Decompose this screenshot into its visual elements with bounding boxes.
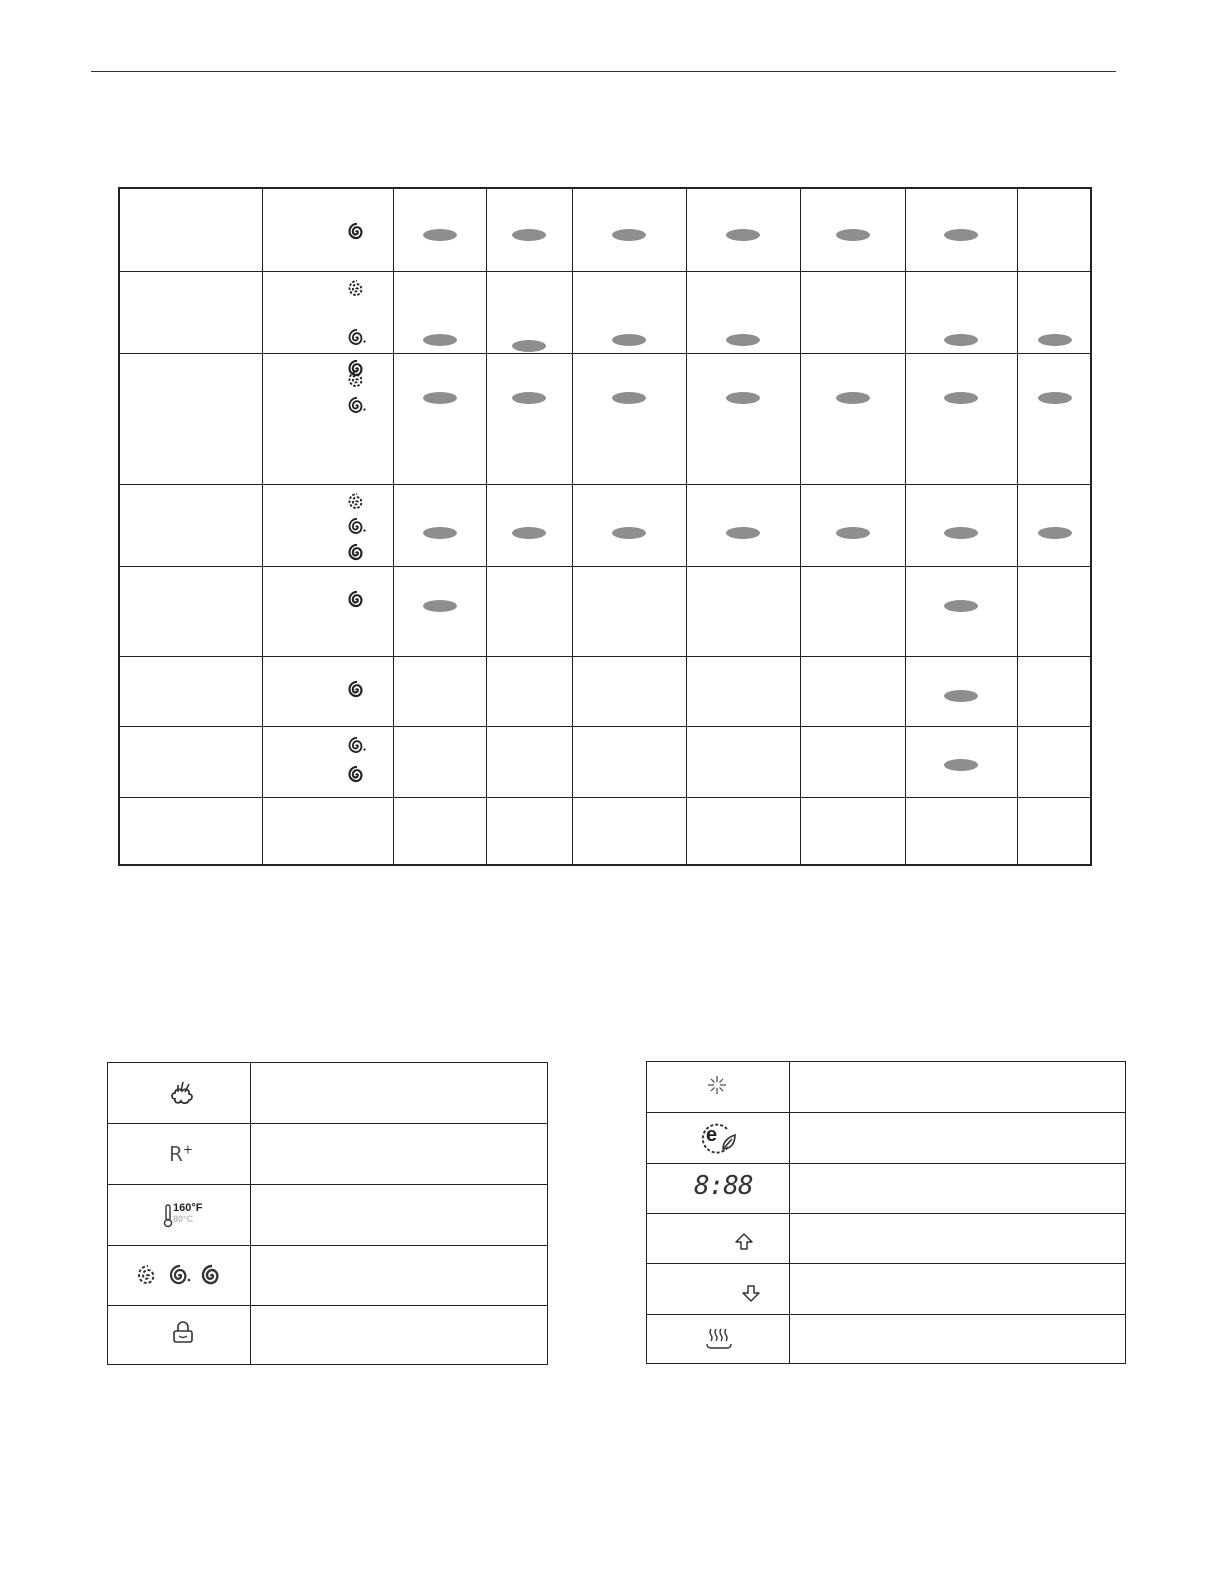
option-indicator [612, 392, 646, 404]
full-swirl-icon [347, 544, 367, 564]
digital-display-icon: 8:88 [694, 1171, 753, 1201]
full-swirl-icon [347, 681, 367, 701]
table-column-divider [486, 189, 487, 864]
option-indicator [836, 527, 870, 539]
option-indicator [726, 527, 760, 539]
steam-icon [168, 1079, 196, 1109]
option-indicator [423, 229, 457, 241]
option-indicator [512, 229, 546, 241]
table-column-divider [905, 189, 906, 864]
option-indicator [944, 392, 978, 404]
option-indicator [512, 392, 546, 404]
child-lock-icon [172, 1321, 194, 1345]
option-indicator [944, 229, 978, 241]
table-row-divider [120, 484, 1090, 485]
option-indicator [836, 229, 870, 241]
table-row-divider [120, 566, 1090, 567]
half-swirl-icon [347, 518, 367, 538]
option-indicator [512, 527, 546, 539]
table-row-divider [120, 726, 1090, 727]
table-row-divider [120, 656, 1090, 657]
legend-table-right [646, 1061, 1126, 1364]
legend-table-left [107, 1062, 548, 1365]
option-indicator [1038, 334, 1072, 346]
option-indicator [612, 229, 646, 241]
option-indicator [836, 392, 870, 404]
option-indicator [1038, 527, 1072, 539]
half-swirl-icon [347, 329, 367, 349]
option-indicator [944, 759, 978, 771]
full-swirl-icon [347, 223, 367, 243]
table-column-divider [572, 189, 573, 864]
up-arrow-icon [734, 1232, 754, 1252]
table-column-divider [262, 189, 263, 864]
eco-icon: e [697, 1121, 737, 1155]
table-row-divider [120, 353, 1090, 354]
option-indicator [423, 334, 457, 346]
heated-dry-icon [705, 1325, 733, 1351]
option-indicator [423, 392, 457, 404]
option-indicator [944, 334, 978, 346]
down-arrow-icon [741, 1283, 761, 1303]
sparkle-icon [706, 1074, 728, 1096]
dashed-swirl-icon [347, 493, 367, 513]
option-indicator [944, 690, 978, 702]
cycle-options-table [118, 187, 1092, 866]
option-indicator [512, 340, 546, 352]
header-rule [91, 71, 1116, 72]
table-column-divider [686, 189, 687, 864]
option-indicator [726, 229, 760, 241]
half-swirl-icon [347, 397, 367, 417]
table-row-divider [120, 797, 1090, 798]
sanitize-temperature-icon: 160°F 80°C [163, 1202, 223, 1228]
table-column-divider [1017, 189, 1018, 864]
full-swirl-icon [347, 766, 367, 786]
table-column-divider [393, 189, 394, 864]
option-indicator [1038, 392, 1072, 404]
option-indicator [612, 334, 646, 346]
table-column-divider [800, 189, 801, 864]
half-swirl-icon [347, 737, 367, 757]
option-indicator [423, 600, 457, 612]
option-indicator [944, 527, 978, 539]
option-indicator [944, 600, 978, 612]
option-indicator [726, 334, 760, 346]
dashed-swirl-icon [347, 371, 367, 391]
dashed-swirl-icon [347, 280, 367, 300]
table-row-divider [120, 271, 1090, 272]
rinse-plus-icon: R+ [169, 1142, 193, 1166]
option-indicator [612, 527, 646, 539]
spray-level-icons [134, 1263, 226, 1289]
full-swirl-icon [347, 591, 367, 611]
option-indicator [423, 527, 457, 539]
option-indicator [726, 392, 760, 404]
